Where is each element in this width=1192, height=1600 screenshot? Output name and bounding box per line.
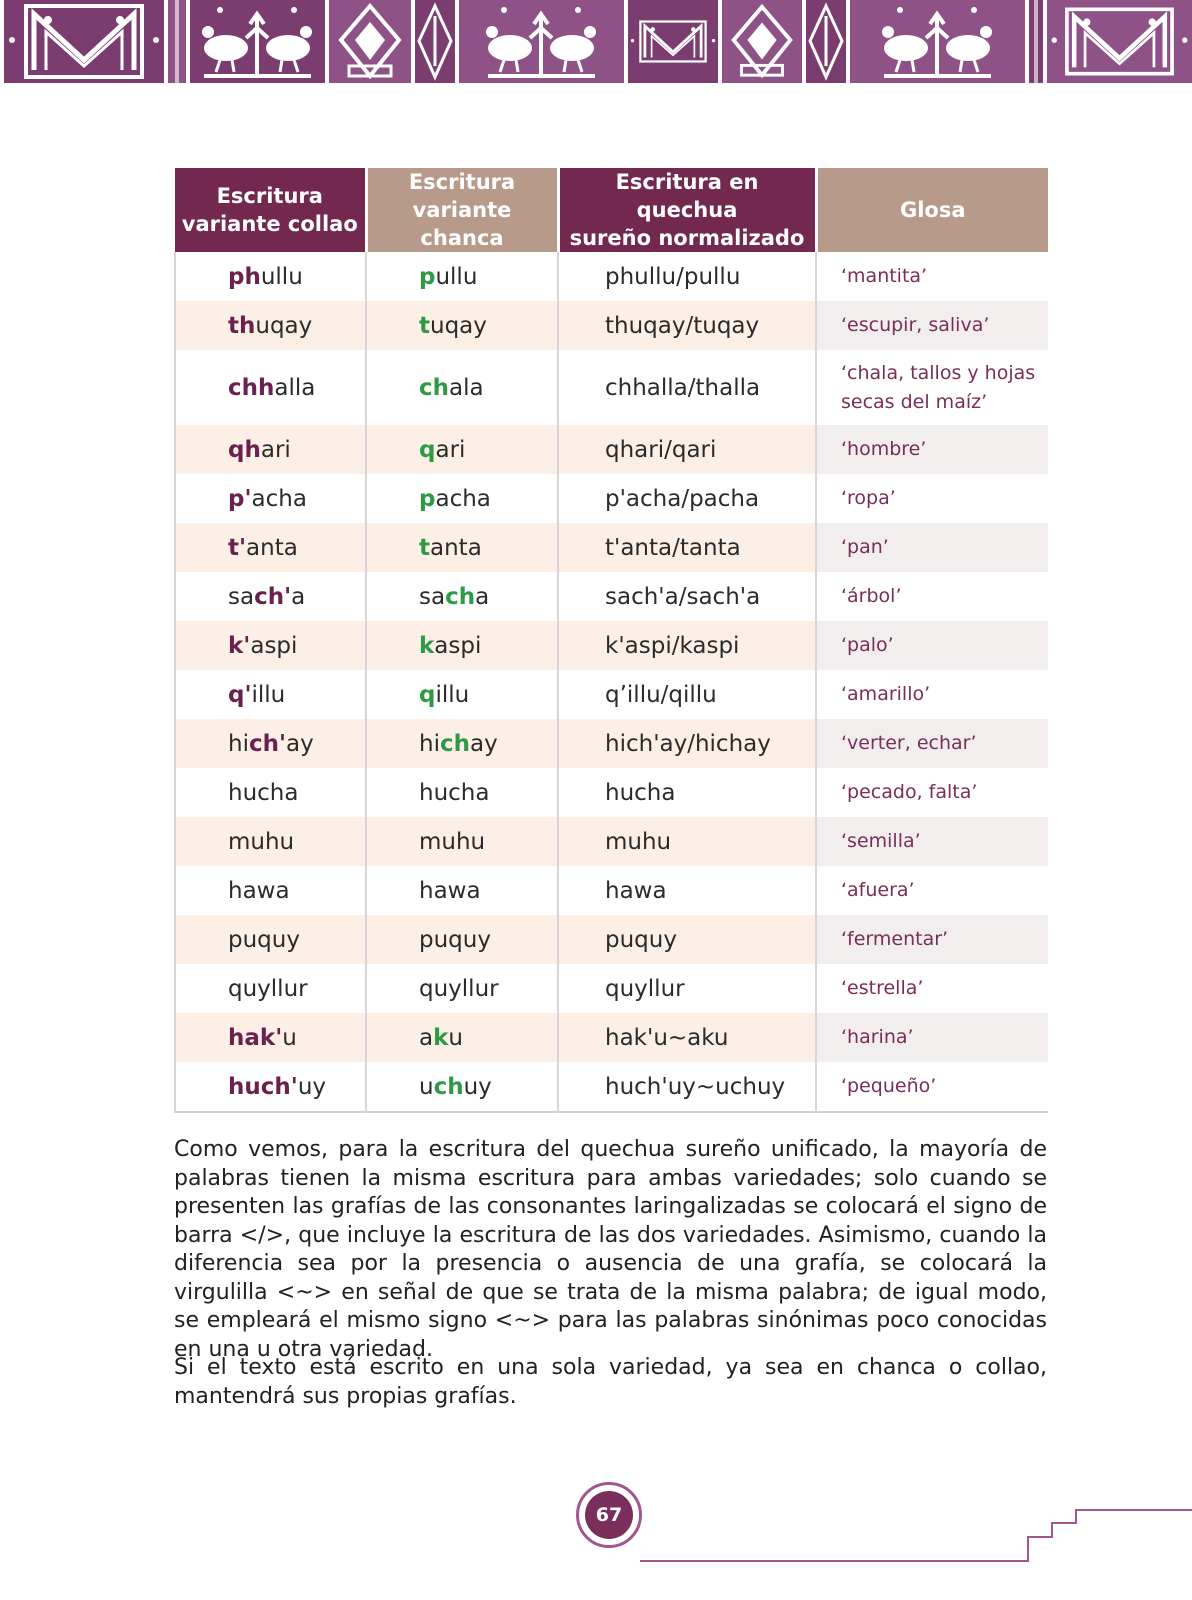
normalized-cell: hucha: [558, 768, 816, 817]
word-segment: ala: [449, 374, 484, 401]
highlighted-grapheme: th: [228, 312, 256, 339]
word-segment: muhu: [228, 828, 295, 855]
word-segment: aspi: [250, 632, 298, 659]
gloss-cell: ‘harina’: [816, 1013, 1048, 1062]
highlighted-grapheme: k': [228, 632, 251, 659]
normalized-cell: quyllur: [558, 964, 816, 1013]
gloss-cell: ‘pequeño’: [816, 1062, 1048, 1112]
highlighted-grapheme: p': [228, 485, 252, 512]
normalized-cell: t'anta/tanta: [558, 523, 816, 572]
word-segment: illu: [251, 681, 286, 708]
word-segment: a: [291, 583, 306, 610]
gloss-cell: ‘escupir, saliva’: [816, 301, 1048, 350]
word-segment: ay: [469, 730, 498, 757]
highlighted-grapheme: qh: [228, 436, 261, 463]
gloss-cell: ‘mantita’: [816, 252, 1048, 301]
gloss-cell: ‘afuera’: [816, 866, 1048, 915]
normalized-cell: puquy: [558, 915, 816, 964]
highlighted-grapheme: q: [419, 436, 436, 463]
word-segment: u: [282, 1024, 297, 1051]
word-segment: hi: [419, 730, 440, 757]
highlighted-grapheme: k: [419, 632, 435, 659]
gloss-cell: ‘palo’: [816, 621, 1048, 670]
gloss-cell: ‘ropa’: [816, 474, 1048, 523]
gloss-cell: ‘fermentar’: [816, 915, 1048, 964]
word-segment: acha: [435, 485, 491, 512]
header-collao: Escritura variante collao: [175, 168, 366, 252]
highlighted-grapheme: t': [228, 534, 247, 561]
word-segment: aspi: [434, 632, 482, 659]
word-segment: ullu: [260, 263, 303, 290]
word-segment: hawa: [419, 877, 481, 904]
gloss-cell: ‘hombre’: [816, 425, 1048, 474]
normalized-cell: qhari/qari: [558, 425, 816, 474]
word-segment: anta: [246, 534, 298, 561]
highlighted-grapheme: ph: [228, 263, 261, 290]
gloss-cell: ‘amarillo’: [816, 670, 1048, 719]
word-segment: uy: [297, 1073, 327, 1100]
word-segment: puquy: [419, 926, 491, 953]
header-gloss: Glosa: [816, 168, 1048, 252]
word-segment: hucha: [419, 779, 490, 806]
highlighted-grapheme: q': [228, 681, 252, 708]
highlighted-grapheme: ch': [248, 730, 287, 757]
word-segment: puquy: [228, 926, 300, 953]
normalized-cell: chhalla/thalla: [558, 350, 816, 425]
highlighted-grapheme: huch': [228, 1073, 298, 1100]
word-segment: u: [419, 1073, 434, 1100]
normalized-cell: phullu/pullu: [558, 252, 816, 301]
highlighted-grapheme: q: [419, 681, 436, 708]
header-chanca: Escritura variante chanca: [366, 168, 558, 252]
word-segment: uy: [463, 1073, 492, 1100]
highlighted-grapheme: p: [419, 485, 436, 512]
normalized-cell: p'acha/pacha: [558, 474, 816, 523]
normalized-cell: hich'ay/hichay: [558, 719, 816, 768]
normalized-cell: hawa: [558, 866, 816, 915]
explanation-paragraph: Como vemos, para la escritura del quechua sureño unificado, la mayoría de palabras tienen la misma escritura para ambas variedades; solo cuando se presenten las grafías de las consonantes laringalizadas se colocará el signo de barra </>, que incluye la escritura de las dos variedades. Asimismo, cuando la diferencia sea por la presencia o ausencia de una grafía, se colocará la virgulilla <~> en señal de que se trata de la misma palabra; de igual modo, se empleará el mismo signo <~> para las palabras sinónimas poco conocidas en una u otra variedad.: [174, 1137, 1047, 1362]
note-paragraph: Si el texto está escrito en una sola variedad, ya sea en chanca o collao, mantendrá sus propias grafías.: [174, 1355, 1047, 1409]
page-number: 67: [585, 1491, 633, 1539]
gloss-cell: ‘pan’: [816, 523, 1048, 572]
page-number-badge: [576, 1482, 642, 1548]
normalized-cell: hak'u~aku: [558, 1013, 816, 1062]
gloss-cell: ‘estrella’: [816, 964, 1048, 1013]
header-normalized: Escritura en quechua sureño normalizado: [558, 168, 816, 252]
highlighted-grapheme: t: [419, 534, 430, 561]
highlighted-grapheme: ch: [445, 583, 476, 610]
word-segment: sa: [228, 583, 255, 610]
word-segment: hucha: [228, 779, 299, 806]
word-segment: ari: [260, 436, 291, 463]
word-segment: ullu: [435, 263, 478, 290]
highlighted-grapheme: p: [419, 263, 436, 290]
word-segment: anta: [430, 534, 482, 561]
word-segment: acha: [251, 485, 307, 512]
word-segment: quyllur: [228, 975, 308, 1002]
word-segment: uqay: [430, 312, 487, 339]
word-segment: muhu: [419, 828, 486, 855]
word-segment: uqay: [255, 312, 313, 339]
gloss-cell: ‘semilla’: [816, 817, 1048, 866]
normalized-cell: k'aspi/kaspi: [558, 621, 816, 670]
highlighted-grapheme: ch: [419, 374, 450, 401]
highlighted-grapheme: hak': [228, 1024, 283, 1051]
gloss-cell: ‘pecado, falta’: [816, 768, 1048, 817]
word-segment: a: [419, 1024, 434, 1051]
word-segment: quyllur: [419, 975, 499, 1002]
word-segment: ari: [435, 436, 466, 463]
gloss-cell: ‘árbol’: [816, 572, 1048, 621]
normalized-cell: muhu: [558, 817, 816, 866]
word-segment: ay: [286, 730, 314, 757]
highlighted-grapheme: ch: [433, 1073, 464, 1100]
normalized-cell: huch'uy~uchuy: [558, 1062, 816, 1112]
highlighted-grapheme: ch: [439, 730, 470, 757]
normalized-cell: thuqay/tuqay: [558, 301, 816, 350]
word-segment: hawa: [228, 877, 290, 904]
highlighted-grapheme: chh: [228, 374, 275, 401]
word-segment: hi: [228, 730, 249, 757]
word-segment: sa: [419, 583, 446, 610]
word-segment: illu: [435, 681, 470, 708]
gloss-cell: ‘verter, echar’: [816, 719, 1048, 768]
highlighted-grapheme: ch': [254, 583, 292, 610]
word-segment: a: [475, 583, 490, 610]
word-segment: u: [448, 1024, 463, 1051]
highlighted-grapheme: k: [433, 1024, 449, 1051]
gloss-cell: ‘chala, tallos y hojas secas del maíz’: [816, 350, 1048, 425]
highlighted-grapheme: t: [419, 312, 430, 339]
normalized-cell: sach'a/sach'a: [558, 572, 816, 621]
word-segment: alla: [274, 374, 316, 401]
normalized-cell: q’illu/qillu: [558, 670, 816, 719]
